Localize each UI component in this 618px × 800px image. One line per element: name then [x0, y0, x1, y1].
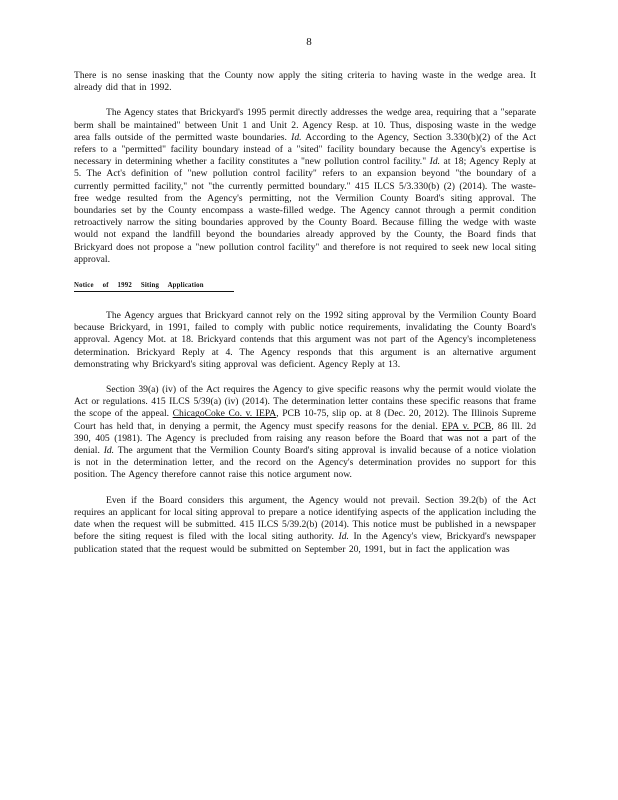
- section-heading: [74, 281, 234, 292]
- text-run: In the Agency's view, Brickyard's newspaper publication stated that the request would be submitted on September 20, 1991, but in fact the application was: [74, 531, 536, 555]
- text-run: The Agency argues that Brickyard cannot rely on the 1992 siting approval by the Vermilion County Board because Brickyard, in 1991, failed to comply with public notice requirements, invalidating the County Board's approval. Agency Mot. at 18. Brickyard contends that this argument was not part of the Agency's incompleteness determination. Brickyard Reply at 4. The Agency responds that this argument is an alternative argument demonstrating why Brickyard's siting approval was deficient. Agency Reply at 13.: [74, 310, 536, 370]
- id-citation: Id.: [291, 131, 302, 143]
- section-heading-row: [74, 279, 536, 310]
- case-citation: ChicagoCoke Co. v. IEPA: [172, 408, 277, 420]
- body-paragraph: [74, 70, 536, 94]
- id-citation: Id.: [103, 445, 115, 457]
- id-citation: Id.: [338, 531, 349, 543]
- id-citation: Id.: [429, 156, 441, 168]
- text-run: , 86 Ill. 2d 390, 405 (1981). The Agency is precluded from raising any reason before the Board that was not a part of the denial.: [74, 420, 537, 457]
- case-citation: EPA v. PCB: [441, 420, 492, 432]
- document-body: [74, 70, 536, 569]
- text-run: There is no sense inasking that the County now apply the siting criteria to having waste in the wedge area. It already did that in 1992.: [74, 70, 536, 94]
- text-run: The Agency states that Brickyard's 1995 permit directly addresses the wedge area, requiring that a "separate berm shall be maintained" between Unit 1 and Unit 2. Agency Resp. at 10. Thus, disposing waste in the wedge area falls outside of the permitted waste boundaries.: [74, 107, 536, 143]
- text-run: The argument that the Vermilion County Board's siting approval is invalid because of a notice violation is not in the determination letter, and the record on the Agency's determination provides no support for this position. The Agency therefore cannot raise this notice argument now.: [74, 445, 536, 481]
- text-run: Notice of 1992 Siting Application: [74, 282, 204, 290]
- page-number: 8: [306, 36, 312, 48]
- body-paragraph: [74, 107, 536, 266]
- text-run: According to the Agency, Section 3.330(b)(2) of the Act refers to a "permitted" facility boundary instead of a "sited" facility boundary because the Agency's expertise is necessary in determining whether a facility constitutes a "new pollution control facility.": [74, 131, 536, 168]
- body-paragraph: [74, 310, 536, 371]
- text-run: , PCB 10-75, slip op. at 8 (Dec. 20, 2012). The Illinois Supreme Court has held that, in denying a permit, the Agency must specify reasons for the denial.: [74, 408, 536, 432]
- body-paragraph: [74, 384, 536, 482]
- body-paragraph: [74, 495, 536, 556]
- text-run: Even if the Board considers this argument, the Agency would not prevail. Section 39.2(b) of the Act requires an applicant for local siting approval to prepare a notice identifying aspects of the application including the date when the request will be submitted. 415 ILCS 5/39.2(b) (2014). This notice must be published in a newspaper before the siting request is filed with the local siting authority.: [74, 494, 536, 543]
- text-run: at 18; Agency Reply at 5. The Act's definition of "new pollution control facility" refers to an expansion beyond "the boundary of a currently permitted facility," not "the currently permitted boundary." 415 ILCS 5/3.330(b) (2) (2014). The waste-free wedge resulted from the Agency's permitting, not the Vermilion County Board's siting approval. The boundaries set by the County encompass a waste-filled wedge. The Agency cannot through a permit condition retroactively narrow the siting boundaries approved by the County Board. Because filling the wedge with waste would not expand the landfill beyond the boundaries already approved by the County, the Board finds that Brickyard does not propose a "new pollution control facility" and therefore is not required to seek new local siting approval.: [74, 156, 536, 265]
- text-run: Section 39(a) (iv) of the Act requires the Agency to give specific reasons why the permit would violate the Act or regulations. 415 ILCS 5/39(a) (iv) (2014). The determination letter contains these specific reasons that frame the scope of the appeal.: [74, 384, 536, 420]
